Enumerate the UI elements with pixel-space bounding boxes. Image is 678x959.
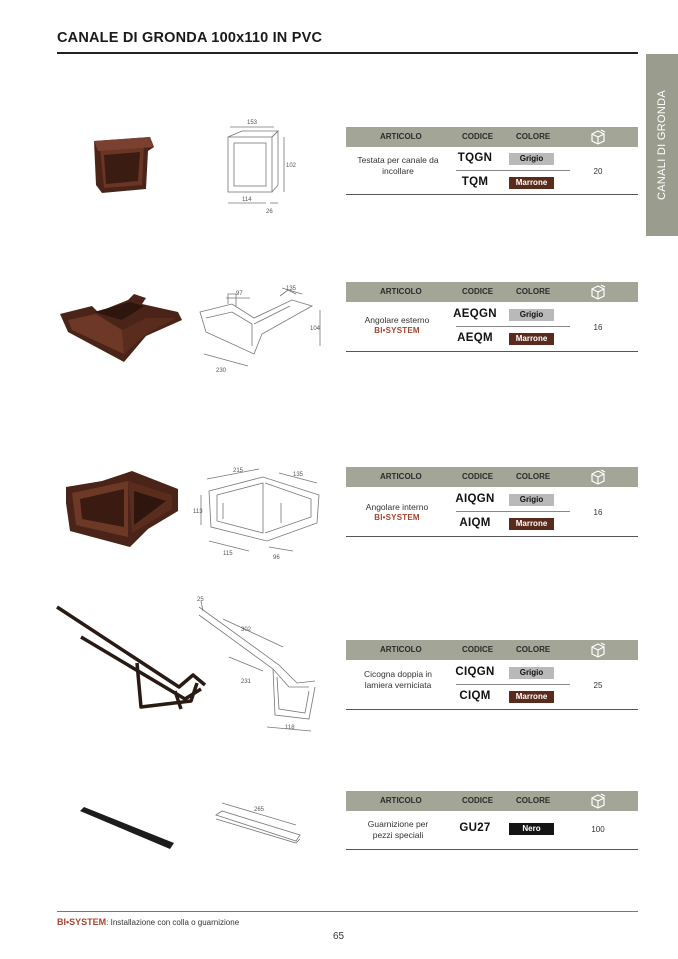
- dim-label: 26: [266, 209, 273, 215]
- dim-label: 153: [246, 120, 258, 126]
- dim-label: 114: [242, 197, 252, 203]
- color-swatch-grigio: Grigio: [509, 153, 554, 165]
- dim-label: 230: [216, 368, 227, 372]
- product-code: CIQM: [459, 690, 491, 702]
- row-divider: [456, 170, 570, 171]
- title-rule: [57, 52, 638, 54]
- box-icon: [589, 792, 607, 810]
- header-colore: COLORE: [516, 287, 551, 296]
- product-description: Guarnizione per pezzi speciali: [367, 819, 429, 840]
- product-code: AIQM: [459, 517, 491, 529]
- table-header: [346, 127, 638, 147]
- color-swatch-marrone: Marrone: [509, 518, 554, 530]
- dim-label: 118: [285, 725, 295, 731]
- product-photo-cicogna: [55, 603, 213, 715]
- footer-note: [57, 917, 239, 927]
- product-table-angolare-esterno: [346, 282, 638, 352]
- product-photo-guarnizione: [78, 805, 176, 851]
- bisystem-logo: BI•SYSTEM: [57, 917, 107, 927]
- page-number: 65: [333, 931, 345, 942]
- product-code: AEQM: [457, 332, 493, 344]
- dim-label: 265: [254, 807, 265, 813]
- dim-label: 135: [293, 472, 304, 478]
- page-title: CANALE DI GRONDA 100x110 IN PVC: [57, 30, 323, 46]
- color-swatch-marrone: Marrone: [509, 691, 554, 703]
- product-code: GU27: [459, 822, 491, 834]
- header-codice: CODICE: [462, 287, 494, 296]
- row-divider: [456, 326, 570, 327]
- side-tab-label: CANALI DI GRONDA: [656, 90, 668, 200]
- technical-drawing-testata: [218, 115, 300, 215]
- table-header: [346, 467, 638, 487]
- product-code: AIQGN: [455, 493, 495, 505]
- box-icon: [589, 283, 607, 301]
- header-codice: CODICE: [462, 645, 494, 654]
- dim-label: 102: [286, 163, 297, 169]
- dim-label: 104: [310, 326, 321, 332]
- header-colore: COLORE: [516, 132, 551, 141]
- table-body: [346, 811, 638, 850]
- technical-drawing-guarnizione: [212, 795, 304, 845]
- dim-label: 231: [241, 679, 252, 685]
- dim-label: 113: [193, 509, 203, 515]
- product-photo-angolare-esterno: [58, 290, 184, 368]
- header-articolo: ARTICOLO: [380, 796, 422, 805]
- table-header: [346, 791, 638, 811]
- product-angolare-esterno: [0, 270, 646, 380]
- product-guarnizione: [0, 785, 646, 865]
- color-swatch-grigio: Grigio: [509, 309, 554, 321]
- product-description: Cicogna doppia in lamiera verniciata: [363, 669, 433, 690]
- box-icon: [589, 468, 607, 486]
- header-codice: CODICE: [462, 132, 494, 141]
- technical-drawing-angolare-interno: [193, 465, 333, 561]
- side-tab[interactable]: [646, 54, 678, 236]
- product-code: AEQGN: [453, 308, 497, 320]
- row-divider: [456, 511, 570, 512]
- footer-note-text: : Installazione con colla o guarnizione: [106, 918, 240, 927]
- product-description: Testata per canale da incollare: [357, 155, 439, 176]
- bisystem-logo: BI•SYSTEM: [374, 325, 420, 335]
- header-colore: COLORE: [516, 645, 551, 654]
- color-swatch-marrone: Marrone: [509, 333, 554, 345]
- box-icon: [589, 128, 607, 146]
- header-colore: COLORE: [516, 472, 551, 481]
- color-swatch-marrone: Marrone: [509, 177, 554, 189]
- product-cicogna-doppia: [0, 595, 646, 745]
- dim-label: 135: [286, 286, 297, 292]
- color-swatch-grigio: Grigio: [509, 667, 554, 679]
- table-body: [346, 487, 638, 537]
- product-angolare-interno: [0, 455, 646, 565]
- dim-label: 96: [273, 555, 280, 561]
- product-description: Angolare interno BI•SYSTEM: [346, 502, 448, 523]
- color-swatch-nero: Nero: [509, 823, 554, 835]
- product-testata: [0, 110, 646, 220]
- quantity: 25: [593, 681, 603, 690]
- product-code: TQM: [461, 176, 489, 188]
- color-swatch-grigio: Grigio: [509, 494, 554, 506]
- dim-label: 302: [241, 627, 252, 633]
- product-table-testata: [346, 127, 638, 195]
- header-articolo: ARTICOLO: [380, 645, 422, 654]
- row-divider: [456, 684, 570, 685]
- technical-drawing-angolare-esterno: [192, 284, 332, 372]
- box-icon: [589, 641, 607, 659]
- quantity: 16: [593, 508, 603, 517]
- dim-label: 25: [197, 597, 204, 603]
- product-photo-testata: [88, 135, 160, 197]
- dim-label: 215: [233, 468, 244, 474]
- table-header: [346, 282, 638, 302]
- product-table-cicogna: [346, 640, 638, 710]
- header-articolo: ARTICOLO: [380, 472, 422, 481]
- product-code: CIQGN: [455, 666, 495, 678]
- dim-label: 97: [236, 291, 243, 297]
- product-photo-angolare-interno: [62, 467, 184, 549]
- product-code: TQGN: [457, 152, 493, 164]
- table-body: [346, 147, 638, 195]
- header-articolo: ARTICOLO: [380, 287, 422, 296]
- quantity: 20: [593, 167, 603, 176]
- bisystem-logo: BI•SYSTEM: [374, 512, 420, 522]
- table-body: [346, 302, 638, 352]
- footer-rule: [57, 911, 638, 912]
- header-codice: CODICE: [462, 472, 494, 481]
- technical-drawing-cicogna: [193, 595, 333, 743]
- product-description: Angolare esterno BI•SYSTEM: [346, 315, 448, 336]
- header-codice: CODICE: [462, 796, 494, 805]
- dim-label: 115: [223, 551, 233, 557]
- table-header: [346, 640, 638, 660]
- product-table-angolare-interno: [346, 467, 638, 537]
- product-table-guarnizione: [346, 791, 638, 850]
- quantity: 100: [591, 825, 605, 834]
- header-colore: COLORE: [516, 796, 551, 805]
- table-body: [346, 660, 638, 710]
- quantity: 16: [593, 323, 603, 332]
- header-articolo: ARTICOLO: [380, 132, 422, 141]
